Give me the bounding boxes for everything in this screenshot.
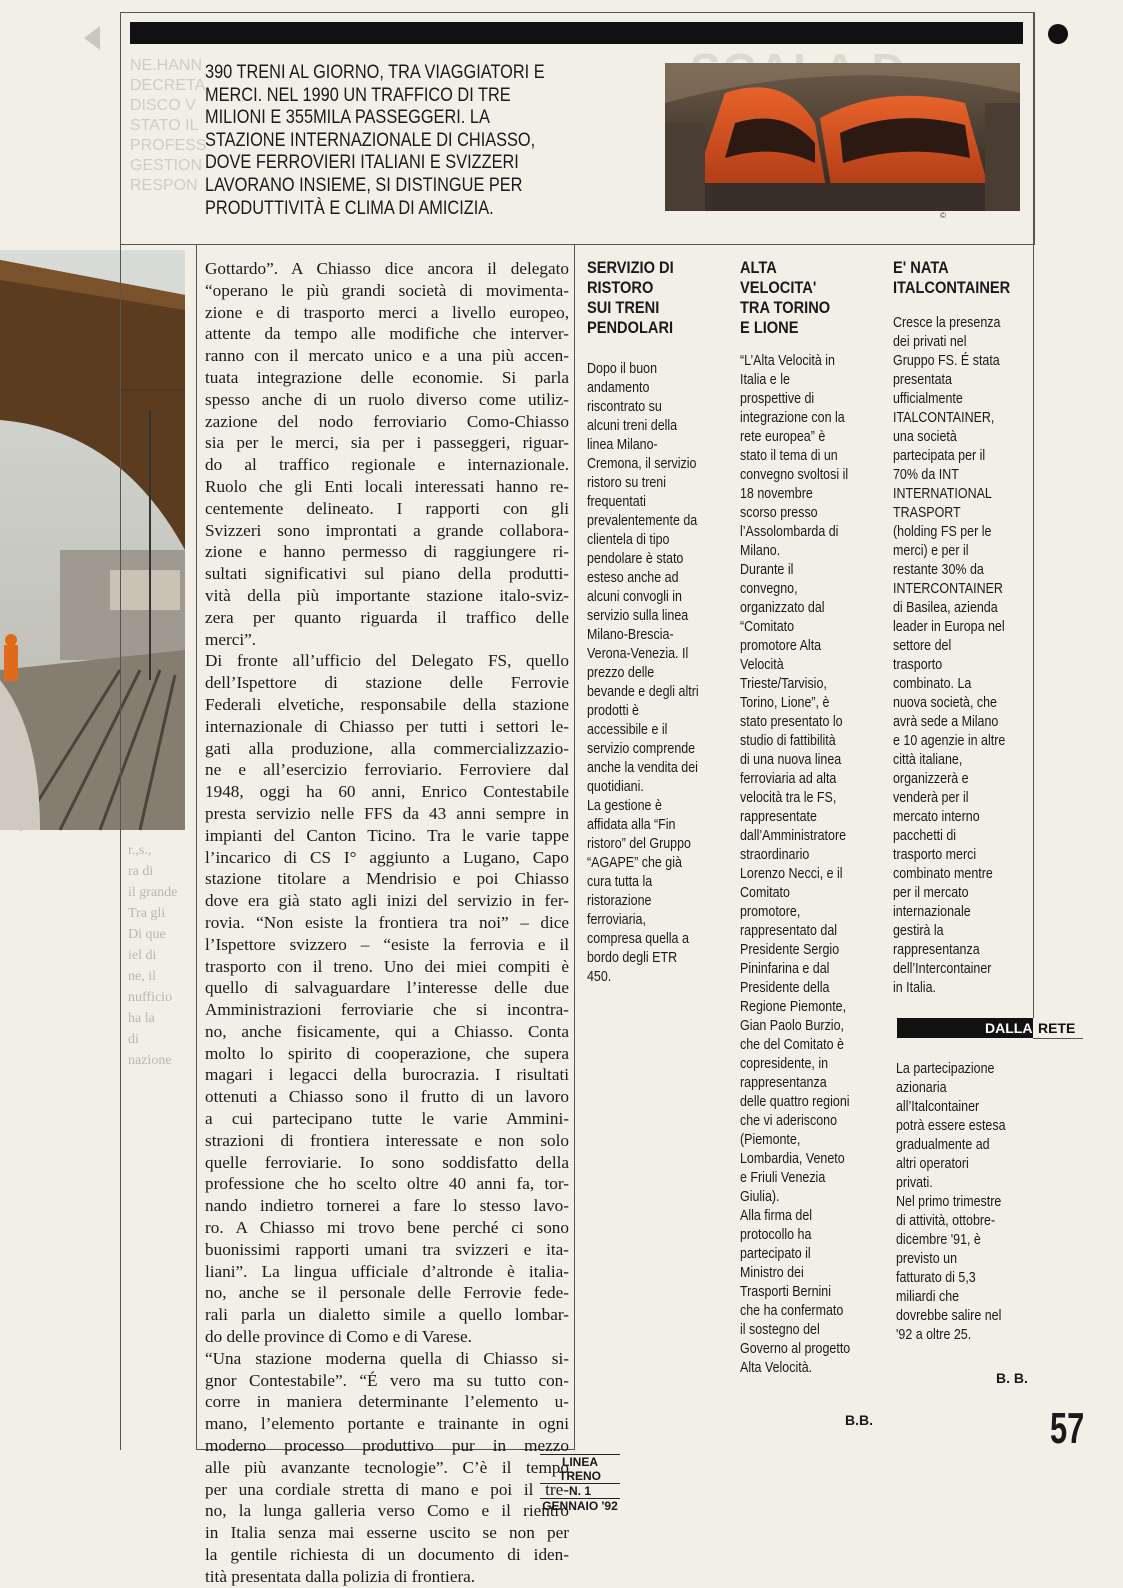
article-line: tuata integrazione delle economie. Si parla xyxy=(205,367,569,387)
body-line: Gruppo FS. É stata xyxy=(893,353,1000,369)
body-line: (holding FS per le xyxy=(893,524,992,540)
body-line: accessibile e il xyxy=(587,722,668,738)
body-line: Alta Velocità. xyxy=(740,1360,813,1376)
body-line: di una nuova linea xyxy=(740,752,842,768)
column-servizio-ristoro xyxy=(587,258,737,987)
body-line: (Piemonte, xyxy=(740,1132,801,1148)
article-line: do delle province di Como e di Varese. xyxy=(205,1327,472,1347)
article-line: ro. A Chiasso mi trovo bene perché ci sono xyxy=(205,1218,569,1238)
article-line: in Italia senza mai esserne uscito se non per xyxy=(205,1523,569,1543)
intro-headline xyxy=(205,62,565,220)
article-line: no, anche se il personale delle Ferrovie fede- xyxy=(205,1283,569,1303)
article-line: zera per quanto riguarda il traffico delle xyxy=(205,607,569,627)
article-line: Amministrazioni ferroviarie che si incontra- xyxy=(205,1000,569,1020)
body-line: avrà sede a Milano xyxy=(893,714,999,730)
headline-italcontainer xyxy=(893,258,1031,298)
body-line: ITALCONTAINER, xyxy=(893,410,995,426)
ghost-text-column: r.,s., ra di il grande Tra gli Di que iel di ne, il nufficio ha la di nazione xyxy=(128,843,178,1068)
body-line: l’Assolombarda di xyxy=(740,524,839,540)
body-line: che ha confermato xyxy=(740,1303,844,1319)
body-line: TRASPORT xyxy=(893,505,961,521)
body-line: Pininfarina e dal xyxy=(740,961,830,977)
body-line: pacchetti di xyxy=(893,828,957,844)
headline-line: E LIONE xyxy=(740,318,799,337)
body-line: dicembre '91, è xyxy=(896,1232,981,1248)
body-line: Comitato xyxy=(740,885,790,901)
body-line: per il mercato xyxy=(893,885,969,901)
body-line: Durante il xyxy=(740,562,794,578)
body-line: e 10 agenzie in altre xyxy=(893,733,1006,749)
body-line: servizio sulla linea xyxy=(587,608,689,624)
body-line: rete europea” è xyxy=(740,429,826,445)
main-article xyxy=(205,258,569,1588)
article-line: 1948, oggi ha 60 anni, Enrico Contestabile xyxy=(205,782,569,802)
headline-line: VELOCITA' xyxy=(740,278,817,297)
body-line: Presidente Sergio xyxy=(740,942,840,958)
body-line: Ministro dei xyxy=(740,1265,804,1281)
article-line: ranno con il mercato unico e a una più accen- xyxy=(205,346,569,366)
body-line: una società xyxy=(893,429,957,445)
body-line: Milano. xyxy=(740,543,781,559)
article-line: sia per le merci, sia per i passeggeri, riguar- xyxy=(205,433,569,453)
body-line: Regione Piemonte, xyxy=(740,999,847,1015)
body-line: Cremona, il servizio xyxy=(587,456,697,472)
body-line: dell’Intercontainer xyxy=(893,961,992,977)
footer-masthead xyxy=(540,1454,620,1513)
body-line: Verona-Venezia. Il xyxy=(587,646,689,662)
intro-line: MILIONI E 355MILA PASSEGGERI. LA xyxy=(205,107,490,129)
article-line: centemente delineato. I rapporti con gli xyxy=(205,498,569,518)
body-line: Giulia). xyxy=(740,1189,780,1205)
article-line: “operano le più grandi società di movimenta- xyxy=(205,280,569,300)
headline-line: SERVIZIO DI xyxy=(587,258,674,277)
headline-line: PENDOLARI xyxy=(587,318,674,337)
article-line: l’incarico di CS I° aggiunto a Lugano, Capo xyxy=(205,847,569,867)
body-line: cura tutta la xyxy=(587,874,653,890)
body-line: anche la vendita dei xyxy=(587,760,698,776)
article-line: zione e di trasporto merci a livello europeo, xyxy=(205,302,569,322)
headline-line: E' NATA xyxy=(893,258,949,277)
body-line: di Basilea, azienda xyxy=(893,600,998,616)
body-line: dall’Amministratore xyxy=(740,828,847,844)
article-line: “Una stazione moderna quella di Chiasso si- xyxy=(205,1348,569,1368)
body-line: Lombardia, Veneto xyxy=(740,1151,845,1167)
body-alta-velocita xyxy=(740,352,886,1378)
body-line: frequentati xyxy=(587,494,646,510)
body-line: Alla firma del xyxy=(740,1208,813,1224)
body-line: combinato. La xyxy=(893,676,972,692)
body-line: INTERCONTAINER xyxy=(893,581,1003,597)
body-line: fatturato di 5,3 xyxy=(896,1270,976,1286)
body-line: venderà per il xyxy=(893,790,969,806)
article-line: ottenuti a Chiasso sono il frutto di un lavoro xyxy=(205,1087,569,1107)
body-line: gradualmente ad xyxy=(896,1137,990,1153)
body-line: Torino, Lione”, è xyxy=(740,695,830,711)
article-line: a cui partecipano tutte le varie Ammini- xyxy=(205,1109,569,1129)
body-line: Presidente della xyxy=(740,980,830,996)
body-line: Trasporti Bernini xyxy=(740,1284,832,1300)
body-line: settore del xyxy=(893,638,952,654)
body-line: clientela di tipo xyxy=(587,532,670,548)
headline-line: SUI TRENI xyxy=(587,298,660,317)
body-line: ufficialmente xyxy=(893,391,963,407)
body-line: linea Milano- xyxy=(587,437,658,453)
body-line: 450. xyxy=(587,969,612,985)
body-line: scorso presso xyxy=(740,505,818,521)
article-line: molto lo spirito di cooperazione, che supera xyxy=(205,1043,569,1063)
body-line: La gestione è xyxy=(587,798,662,814)
body-line: Trieste/Tarvisio, xyxy=(740,676,827,692)
body-line: merci) e per il xyxy=(893,543,969,559)
body-line: affidata alla “Fin xyxy=(587,817,676,833)
body-line: prevalentemente da xyxy=(587,513,698,529)
article-line: gati alla produzione, alla commercializzazio- xyxy=(205,738,569,758)
article-line: vità della più importante stazione italo-sviz- xyxy=(205,585,569,605)
header-black-bar xyxy=(130,22,1023,44)
body-line: Dopo il buon xyxy=(587,361,658,377)
body-line: organizzato dal xyxy=(740,600,825,616)
article-line: strazioni di frontiera interessate e non solo xyxy=(205,1130,569,1150)
body-line: La partecipazione xyxy=(896,1061,995,1077)
intro-line: PRODUTTIVITÀ E CLIMA DI AMICIZIA. xyxy=(205,197,494,219)
body-line: azionaria xyxy=(896,1080,947,1096)
column-rule xyxy=(196,244,197,1450)
issue-date: GENNAIO '92 xyxy=(540,1498,620,1513)
ghost-text-left: NE.HANN DECRETA DISCO V STATO IL PROFESS GESTION RESPON xyxy=(130,57,207,194)
body-line: Governo al progetto xyxy=(740,1341,851,1357)
article-line: zazione del nodo ferroviario Como-Chiasso xyxy=(205,411,569,431)
body-line: stato il tema di un xyxy=(740,448,838,464)
body-line: ferroviaria ad alta xyxy=(740,771,837,787)
article-line: la gentile richiesta di un documento di iden- xyxy=(205,1545,569,1565)
body-line: promotore Alta xyxy=(740,638,822,654)
issue-number: N. 1 xyxy=(540,1483,620,1498)
article-line: Federali elvetiche, responsabile della stazione xyxy=(205,694,569,714)
rete-underline xyxy=(1033,1038,1083,1039)
article-line: internazionale di Chiasso per tutti i settori le- xyxy=(205,716,569,736)
station-platform-photo xyxy=(0,250,185,830)
body-line: Lorenzo Necci, e il xyxy=(740,866,843,882)
article-line: mano, l’elemento portante e trainante in ogni xyxy=(205,1414,569,1434)
body-line: rappresentato dal xyxy=(740,923,838,939)
article-line: alle più avanzante tecnologie”. C’è il tempo xyxy=(205,1457,569,1477)
article-line: Di fronte all’ufficio del Delegato FS, quello xyxy=(205,651,569,671)
body-line: partecipato il xyxy=(740,1246,811,1262)
body-line: alcuni treni della xyxy=(587,418,678,434)
article-line: no, la lunga galleria verso Como e il rientro xyxy=(205,1501,569,1521)
left-frame-line xyxy=(120,12,121,1450)
body-line: e Friuli Venezia xyxy=(740,1170,826,1186)
body-line: integrazione con la xyxy=(740,410,845,426)
body-line: velocità tra le FS, xyxy=(740,790,837,806)
bullet-dot-icon xyxy=(1048,24,1068,44)
body-line: all’Italcontainer xyxy=(896,1099,980,1115)
article-line: tità presentata dalla polizia di frontiera. xyxy=(205,1566,476,1586)
body-line: previsto un xyxy=(896,1251,958,1267)
body-line: INTERNATIONAL xyxy=(893,486,992,502)
body-line: di attività, ottobre- xyxy=(896,1213,996,1229)
photo-credit: © xyxy=(940,211,946,220)
article-line: magari i legacci della burocrazia. I risultati xyxy=(205,1065,569,1085)
body-line: quotidiani. xyxy=(587,779,644,795)
body-line: dovrebbe salire nel xyxy=(896,1308,1002,1324)
body-line: Cresce la presenza xyxy=(893,315,1001,331)
magazine-name: LINEA TRENO xyxy=(540,1454,620,1483)
body-line: stato presentato lo xyxy=(740,714,843,730)
intro-line: LAVORANO INSIEME, SI DISTINGUE PER xyxy=(205,174,523,196)
body-line: prodotti è xyxy=(587,703,640,719)
article-line: per una cordiale stretta di mano e poi il tre- xyxy=(205,1479,569,1499)
body-line: altri operatori xyxy=(896,1156,969,1172)
signature-bb: B.B. xyxy=(845,1412,873,1428)
body-line: in Italia. xyxy=(893,980,936,996)
body-servizio-ristoro xyxy=(587,360,733,987)
body-line: esteso anche ad xyxy=(587,570,679,586)
trains-photo xyxy=(665,63,1020,211)
body-line: bordo degli ETR xyxy=(587,950,678,966)
article-line: buonissimi rapporti umani tra svizzeri e ita- xyxy=(205,1239,569,1259)
headline-line: TRA TORINO xyxy=(740,298,831,317)
headline-line: RISTORO xyxy=(587,278,654,297)
body-line: prospettive di xyxy=(740,391,815,407)
article-line: trasporto con il treno. Uno dei miei compiti è xyxy=(205,956,569,976)
article-line: dell’Ispettore di stazione delle Ferrovie xyxy=(205,673,569,693)
body-line: Velocità xyxy=(740,657,784,673)
article-line: Svizzeri sono improntati a grande collabora- xyxy=(205,520,569,540)
body-line: pendolare è stato xyxy=(587,551,684,567)
body-line: bevande e degli altri xyxy=(587,684,699,700)
article-line: rovia. “Non esiste la frontiera tra noi” – dice xyxy=(205,912,569,932)
article-line: ne e all’esercizio ferroviario. Ferroviere dal xyxy=(205,760,569,780)
body-line: Milano-Brescia- xyxy=(587,627,674,643)
headline-servizio-ristoro xyxy=(587,258,733,338)
body-line: rappresentanza xyxy=(740,1075,827,1091)
dalla-rete-text xyxy=(896,1060,1036,1345)
body-line: mercato interno xyxy=(893,809,980,825)
body-line: alcuni convogli in xyxy=(587,589,682,605)
article-line: dove era già stato agli inizi del servizio in fer- xyxy=(205,891,569,911)
body-line: ristoro su treni xyxy=(587,475,667,491)
body-dalla-rete xyxy=(896,1060,1034,1345)
article-line: impianti del Canton Ticino. Tra le varie tappe xyxy=(205,825,569,845)
headline-line: ITALCONTAINER xyxy=(893,278,1011,297)
body-line: prezzo delle xyxy=(587,665,655,681)
article-line: sultati significativi sul piano della produtti- xyxy=(205,564,569,584)
body-line: convegno, xyxy=(740,581,798,597)
body-line: che vi aderiscono xyxy=(740,1113,838,1129)
column-alta-velocita xyxy=(740,258,890,1378)
body-line: che del Comitato è xyxy=(740,1037,844,1053)
body-line: delle quattro regioni xyxy=(740,1094,850,1110)
article-line: spesso anche di un ruolo diverso come utiliz- xyxy=(205,389,569,409)
body-line: privati. xyxy=(896,1175,933,1191)
headline-line: ALTA xyxy=(740,258,777,277)
body-line: restante 30% da xyxy=(893,562,984,578)
body-line: studio di fattibilità xyxy=(740,733,836,749)
body-line: “L’Alta Velocità in xyxy=(740,353,835,369)
article-line: corre in maniera determinante l’elemento u- xyxy=(205,1392,569,1412)
article-line: moderno processo produttivo pur in mezzo xyxy=(205,1436,569,1456)
body-line: partecipata per il xyxy=(893,448,986,464)
article-line: presta servizio nelle FFS da 43 anni sempre in xyxy=(205,803,569,823)
body-line: trasporto merci xyxy=(893,847,977,863)
body-line: ferroviaria, xyxy=(587,912,646,928)
body-line: trasporto xyxy=(893,657,943,673)
back-arrow-icon xyxy=(84,26,100,50)
body-line: internazionale xyxy=(893,904,971,920)
body-line: rappresentanza xyxy=(893,942,980,958)
body-line: andamento xyxy=(587,380,650,396)
body-line: Nel primo trimestre xyxy=(896,1194,1002,1210)
body-line: “Comitato xyxy=(740,619,795,635)
body-line: città italiane, xyxy=(893,752,963,768)
headline-alta-velocita xyxy=(740,258,886,338)
body-line: 70% da INT xyxy=(893,467,959,483)
body-line: ristorazione xyxy=(587,893,652,909)
body-line: straordinario xyxy=(740,847,810,863)
article-line: professione che ho scelto oltre 40 anni fa, tor- xyxy=(205,1174,569,1194)
article-line: liani”. La lingua ufficiale d’altronde è italia- xyxy=(205,1261,569,1281)
body-line: servizio comprende xyxy=(587,741,696,757)
column-rule xyxy=(574,244,575,1450)
right-frame-line xyxy=(1033,12,1034,1018)
section-divider xyxy=(120,244,1033,245)
intro-line: 390 TRENI AL GIORNO, TRA VIAGGIATORI E xyxy=(205,62,545,83)
article-line: nando indietro tornerei a fare lo stesso lavo- xyxy=(205,1196,569,1216)
body-line: Italia e le xyxy=(740,372,790,388)
body-line: convegno svoltosi il xyxy=(740,467,849,483)
body-line: miliardi che xyxy=(896,1289,960,1305)
body-line: gestirà la xyxy=(893,923,944,939)
article-line: no, anche fisicamente, qui a Chiasso. Conta xyxy=(205,1021,569,1041)
article-line: quello di salvaguardare l’interesse delle due xyxy=(205,978,569,998)
body-line: dei privati nel xyxy=(893,334,967,350)
body-line: '92 a oltre 25. xyxy=(896,1327,972,1343)
body-line: rappresentate xyxy=(740,809,817,825)
body-line: promotore, xyxy=(740,904,801,920)
article-line: do al traffico regionale e internazionale. xyxy=(205,455,569,475)
body-line: il sostegno del xyxy=(740,1322,820,1338)
page-number: 57 xyxy=(1050,1404,1085,1453)
column-italcontainer xyxy=(893,258,1033,998)
article-line: l’Ispettore svizzero – “esiste la ferrovia e il xyxy=(205,934,569,954)
dalla-label: DALLA xyxy=(985,1020,1033,1036)
body-line: 18 novembre xyxy=(740,486,813,502)
signature-b-b: B. B. xyxy=(996,1370,1028,1386)
article-line: attente da tempo alle modifiche che interver- xyxy=(205,324,569,344)
intro-line: MERCI. NEL 1990 UN TRAFFICO DI TRE xyxy=(205,84,511,106)
intro-line: STAZIONE INTERNAZIONALE DI CHIASSO, xyxy=(205,129,536,151)
body-line: leader in Europa nel xyxy=(893,619,1005,635)
article-line: Ruolo che gli Enti locali interessati hanno re- xyxy=(205,476,569,496)
body-line: Gian Paolo Burzio, xyxy=(740,1018,844,1034)
article-line: stazione titolare a Mendrisio e poi Chiasso xyxy=(205,869,569,889)
article-line: Gottardo”. A Chiasso dice ancora il delegato xyxy=(205,259,569,278)
body-line: combinato mentre xyxy=(893,866,993,882)
body-line: riscontrato su xyxy=(587,399,662,415)
body-line: organizzerà e xyxy=(893,771,969,787)
article-line: rali parla un dialetto simile a quello lombar- xyxy=(205,1305,569,1325)
intro-line: DOVE FERROVIERI ITALIANI E SVIZZERI xyxy=(205,152,519,174)
body-line: “AGAPE” che già xyxy=(587,855,682,871)
body-line: protocollo ha xyxy=(740,1227,812,1243)
article-line: merci”. xyxy=(205,629,257,649)
rete-label: RETE xyxy=(1038,1020,1076,1036)
article-line: quelle ferroviarie. Io sono soddisfatto della xyxy=(205,1152,569,1172)
body-line: copresidente, in xyxy=(740,1056,829,1072)
body-italcontainer xyxy=(893,314,1031,998)
body-line: ristoro” del Gruppo xyxy=(587,836,691,852)
body-line: potrà essere estesa xyxy=(896,1118,1006,1134)
body-line: compresa quella a xyxy=(587,931,689,947)
article-line: gnor Contestabile”. “É vero ma su tutto con- xyxy=(205,1370,569,1390)
article-line: zione e hanno permesso di raggiungere ri- xyxy=(205,542,569,562)
body-line: presentata xyxy=(893,372,952,388)
body-line: nuova società, che xyxy=(893,695,997,711)
